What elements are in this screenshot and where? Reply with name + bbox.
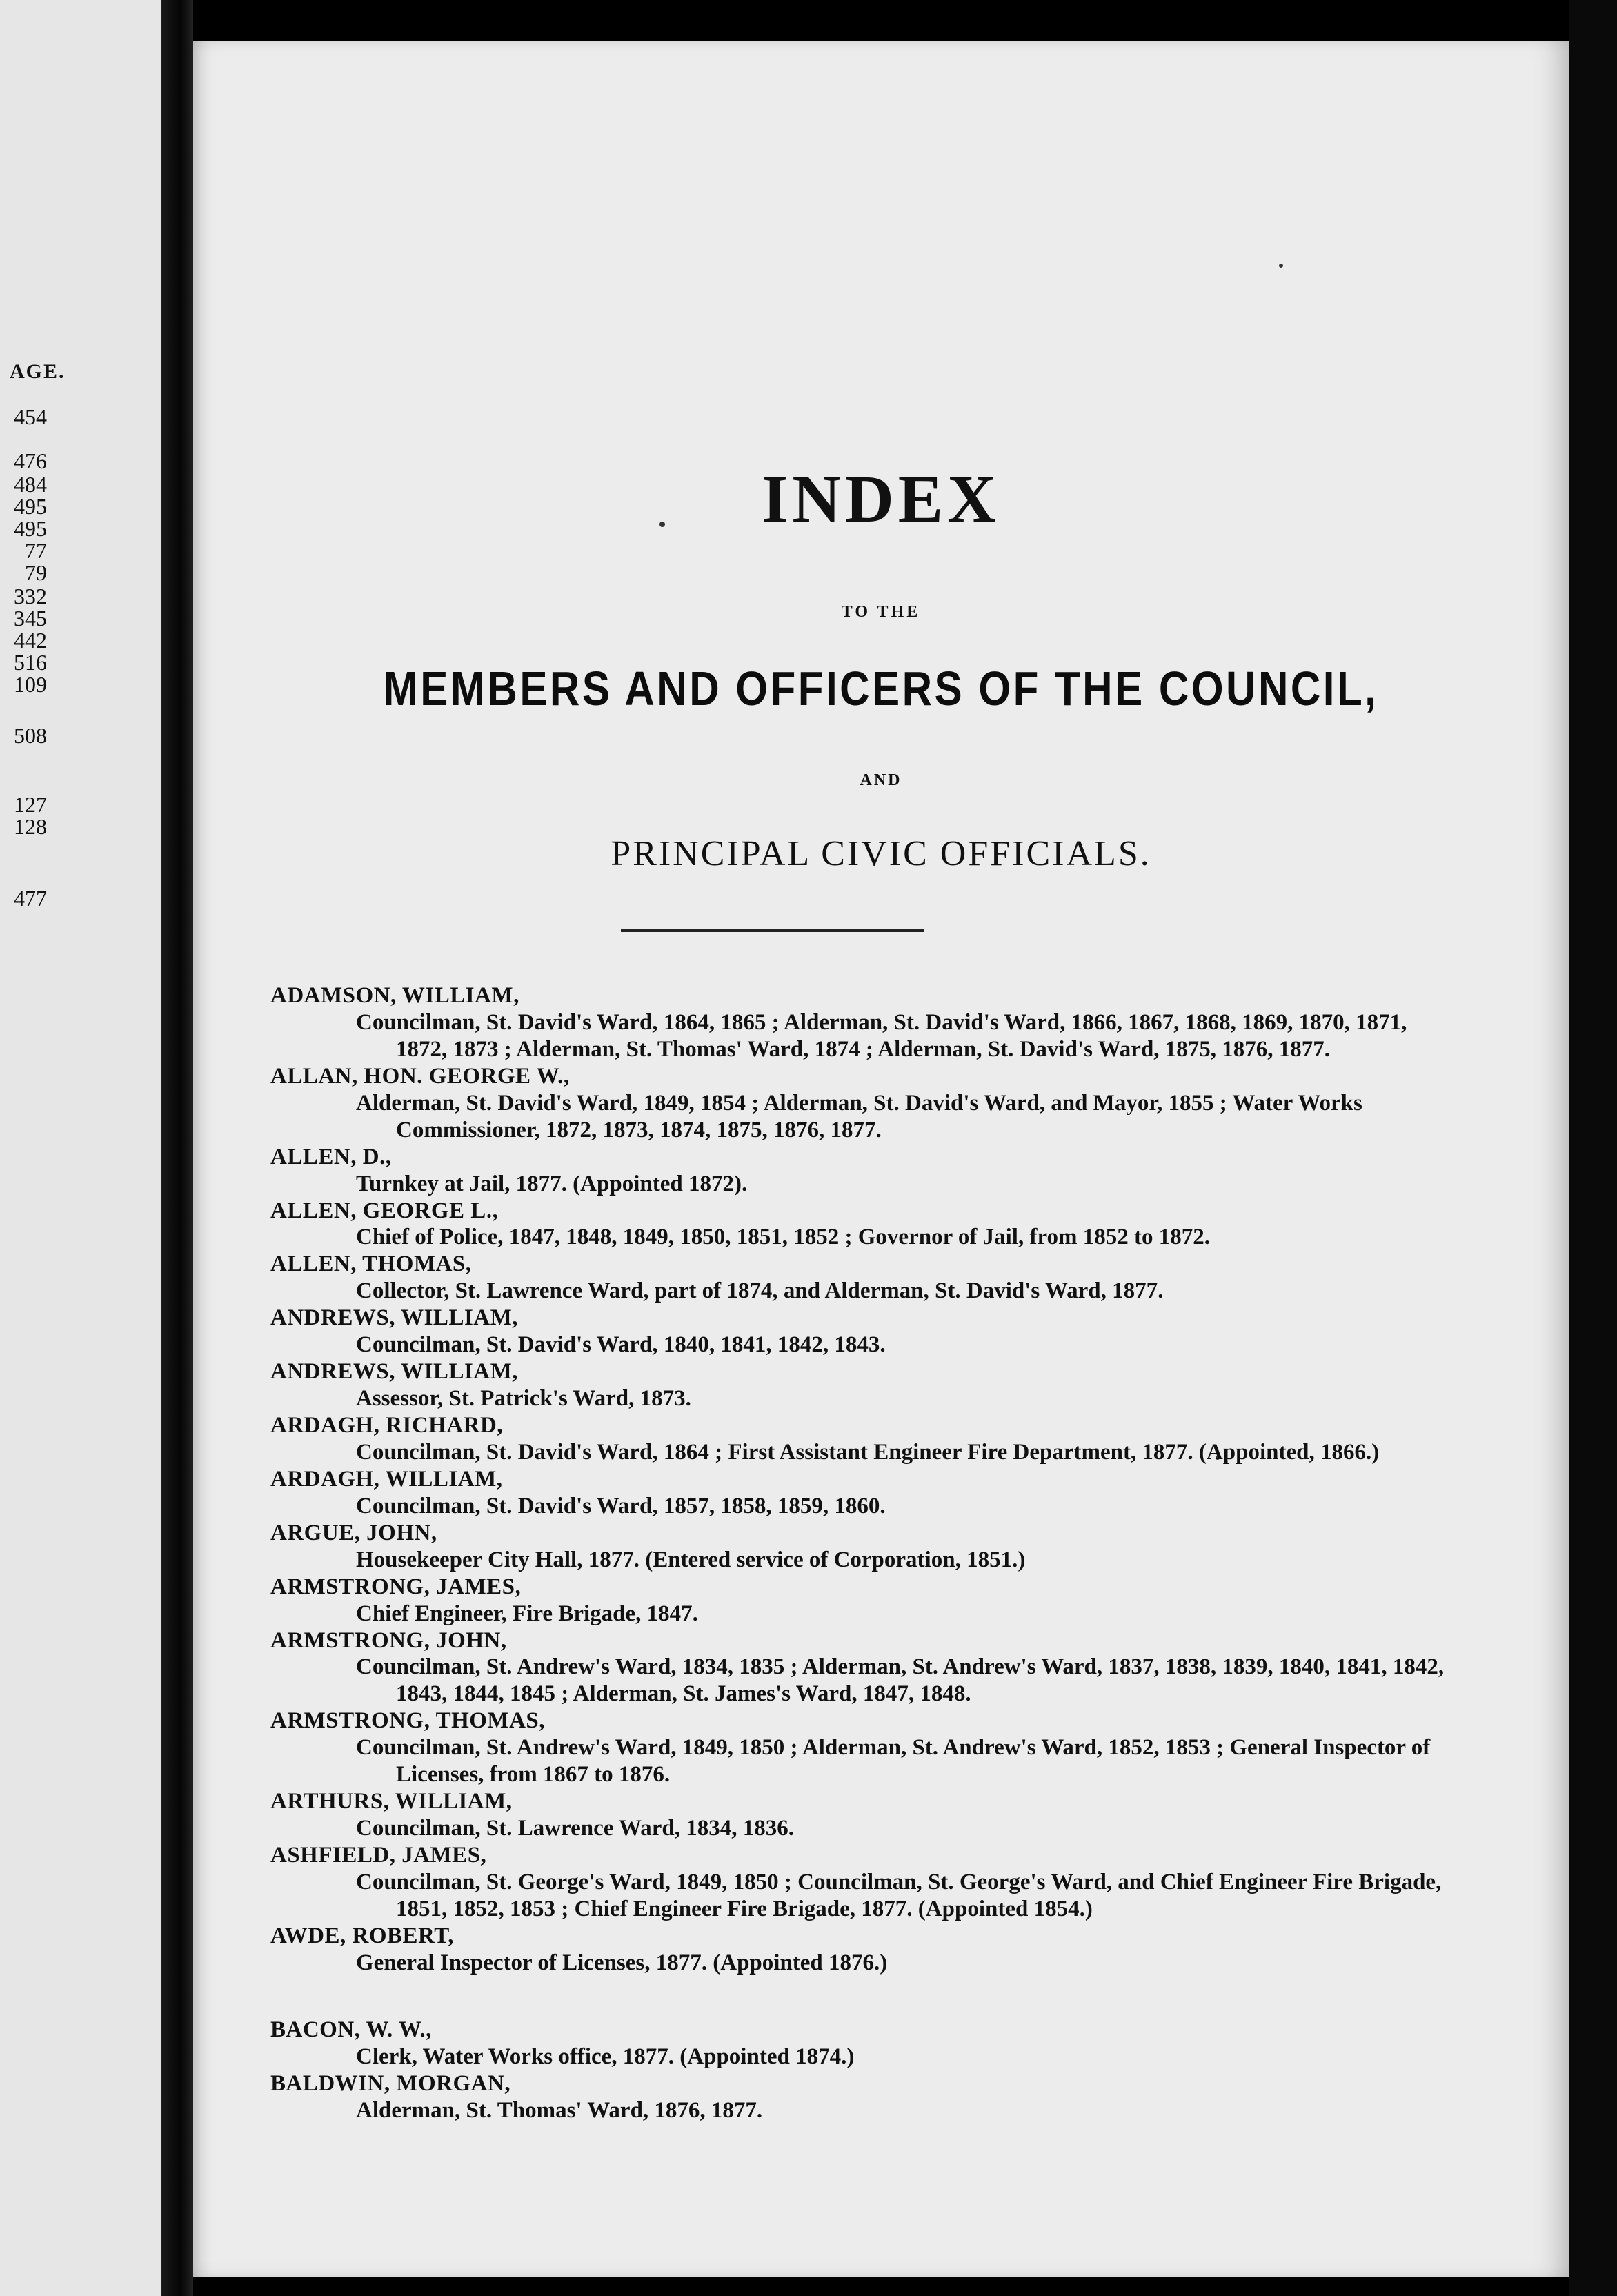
entry-name: BALDWIN, MORGAN, xyxy=(270,2070,511,2096)
entry-name: ALLEN, THOMAS, xyxy=(270,1251,472,1277)
page-number: 442 xyxy=(14,628,47,653)
title-connector: TO THE xyxy=(841,603,921,621)
index-entries xyxy=(270,982,1457,2124)
index-entry xyxy=(270,1466,1457,1520)
page-number: 516 xyxy=(14,650,47,675)
entry-name: ALLAN, HON. GEORGE W., xyxy=(270,1063,570,1089)
index-page xyxy=(193,41,1569,2277)
entry-name: ARMSTRONG, JAMES, xyxy=(270,1574,522,1599)
entry-detail: Councilman, St. David's Ward, 1857, 1858, 1859, 1860. xyxy=(356,1493,886,1518)
index-entry xyxy=(270,2070,1457,2124)
index-entry xyxy=(270,1198,1457,1251)
entry-detail: Councilman, St. David's Ward, 1864 ; First Assistant Engineer Fire Department, 1877. (Appointed, 1866.) xyxy=(356,1439,1380,1465)
page-number: 484 xyxy=(14,472,47,497)
index-entry xyxy=(270,1520,1457,1574)
entry-detail: Councilman, St. Lawrence Ward, 1834, 1836. xyxy=(356,1816,794,1841)
index-entry xyxy=(270,2017,1457,2070)
entry-name: ASHFIELD, JAMES, xyxy=(270,1843,487,1868)
entry-detail: Councilman, St. David's Ward, 1840, 1841, 1842, 1843. xyxy=(356,1332,886,1358)
page-number: 345 xyxy=(14,606,47,631)
entry-name: BACON, W. W., xyxy=(270,2017,432,2042)
index-entry xyxy=(270,1708,1457,1788)
index-entry xyxy=(270,1788,1457,1842)
entry-name: ARGUE, JOHN, xyxy=(270,1520,437,1545)
page-number: 477 xyxy=(14,886,47,911)
entry-detail: Councilman, St. Andrew's Ward, 1834, 1835 ; Alderman, St. Andrew's Ward, 1837, 1838, 1839, 1840, 1841, 1842, 1843, 1844, 1845 ; Alderman, St. James's Ward, 1847, 1848. xyxy=(356,1654,1445,1707)
entry-detail: Councilman, St. David's Ward, 1864, 1865 ; Alderman, St. David's Ward, 1866, 1867, 1868, 1869, 1870, 1871, 1872, 1873 ; Alderman, St. Thomas' Ward, 1874 ; Alderman, St. David's Ward, 1875, 1876, 1877. xyxy=(356,1009,1407,1062)
entry-name: ANDREWS, WILLIAM, xyxy=(270,1305,519,1331)
index-entry xyxy=(270,1251,1457,1305)
page-number: 332 xyxy=(14,584,47,608)
index-entry xyxy=(270,1063,1457,1144)
index-entry xyxy=(270,1842,1457,1923)
title-and: AND xyxy=(860,771,902,789)
print-speck xyxy=(659,522,665,527)
entry-name: ALLEN, D., xyxy=(270,1144,392,1169)
entry-detail: Alderman, St. David's Ward, 1849, 1854 ; Alderman, St. David's Ward, and Mayor, 1855 ; Water Works Commissioner, 1872, 1873, 1874, 1875, 1876, 1877. xyxy=(356,1090,1362,1142)
entry-detail: Housekeeper City Hall, 1877. (Entered service of Corporation, 1851.) xyxy=(356,1547,1026,1572)
page-number: 109 xyxy=(14,672,47,697)
entry-detail: Chief of Police, 1847, 1848, 1849, 1850, 1851, 1852 ; Governor of Jail, from 1852 to 1872. xyxy=(356,1225,1210,1250)
index-entry xyxy=(270,1923,1457,1977)
print-speck xyxy=(1279,264,1283,268)
page-title: INDEX xyxy=(762,462,1000,537)
page-number: 128 xyxy=(14,814,47,839)
title-members-line: MEMBERS AND OFFICERS OF THE COUNCIL, xyxy=(383,662,1379,715)
page-number: 454 xyxy=(14,404,47,429)
book-gutter xyxy=(161,0,193,2296)
entry-name: ARDAGH, RICHARD, xyxy=(270,1413,504,1438)
page-number: 127 xyxy=(14,792,47,817)
entry-detail: General Inspector of Licenses, 1877. (Appointed 1876.) xyxy=(356,1950,888,1975)
entry-detail: Councilman, St. Andrew's Ward, 1849, 1850 ; Alderman, St. Andrew's Ward, 1852, 1853 ; General Inspector of Licenses, from 1867 to 1876. xyxy=(356,1735,1431,1788)
facing-page xyxy=(0,0,161,2296)
entry-detail: Collector, St. Lawrence Ward, part of 1874, and Alderman, St. David's Ward, 1877. xyxy=(356,1278,1164,1304)
entry-name: ARMSTRONG, THOMAS, xyxy=(270,1708,546,1734)
title-principal-line: PRINCIPAL CIVIC OFFICIALS. xyxy=(611,834,1151,873)
entry-name: ARTHURS, WILLIAM, xyxy=(270,1789,513,1814)
entry-name: ADAMSON, WILLIAM, xyxy=(270,983,519,1008)
entry-name: AWDE, ROBERT, xyxy=(270,1923,455,1948)
index-entry xyxy=(270,1144,1457,1198)
page-number: 495 xyxy=(14,494,47,519)
entry-detail: Assessor, St. Patrick's Ward, 1873. xyxy=(356,1386,691,1412)
divider-rule xyxy=(621,929,924,932)
index-entry xyxy=(270,1358,1457,1412)
entry-name: ARDAGH, WILLIAM, xyxy=(270,1466,503,1492)
entry-name: ALLEN, GEORGE L., xyxy=(270,1198,499,1223)
entry-name: ANDREWS, WILLIAM, xyxy=(270,1359,519,1385)
page-number: 77 xyxy=(25,538,47,563)
entry-detail: Turnkey at Jail, 1877. (Appointed 1872). xyxy=(356,1171,748,1196)
page-column-heading: AGE. xyxy=(10,360,66,383)
page-edge-shadow xyxy=(1569,0,1617,2296)
entry-detail: Clerk, Water Works office, 1877. (Appointed 1874.) xyxy=(356,2043,855,2069)
index-entry xyxy=(270,1305,1457,1358)
entry-detail: Chief Engineer, Fire Brigade, 1847. xyxy=(356,1601,698,1626)
page-number: 508 xyxy=(14,723,47,748)
entry-detail: Councilman, St. George's Ward, 1849, 1850 ; Councilman, St. George's Ward, and Chief Engineer Fire Brigade, 1851, 1852, 1853 ; Chief Engineer Fire Brigade, 1877. (Appointed 1854.) xyxy=(356,1869,1442,1921)
index-entry xyxy=(270,982,1457,1063)
entry-detail: Alderman, St. Thomas' Ward, 1876, 1877. xyxy=(356,2097,763,2123)
page-number: 476 xyxy=(14,448,47,473)
page-number: 79 xyxy=(25,560,47,585)
index-entry xyxy=(270,1627,1457,1708)
entry-name: ARMSTRONG, JOHN, xyxy=(270,1627,507,1653)
index-entry xyxy=(270,1574,1457,1627)
page-number: 495 xyxy=(14,516,47,541)
index-entry xyxy=(270,1412,1457,1466)
